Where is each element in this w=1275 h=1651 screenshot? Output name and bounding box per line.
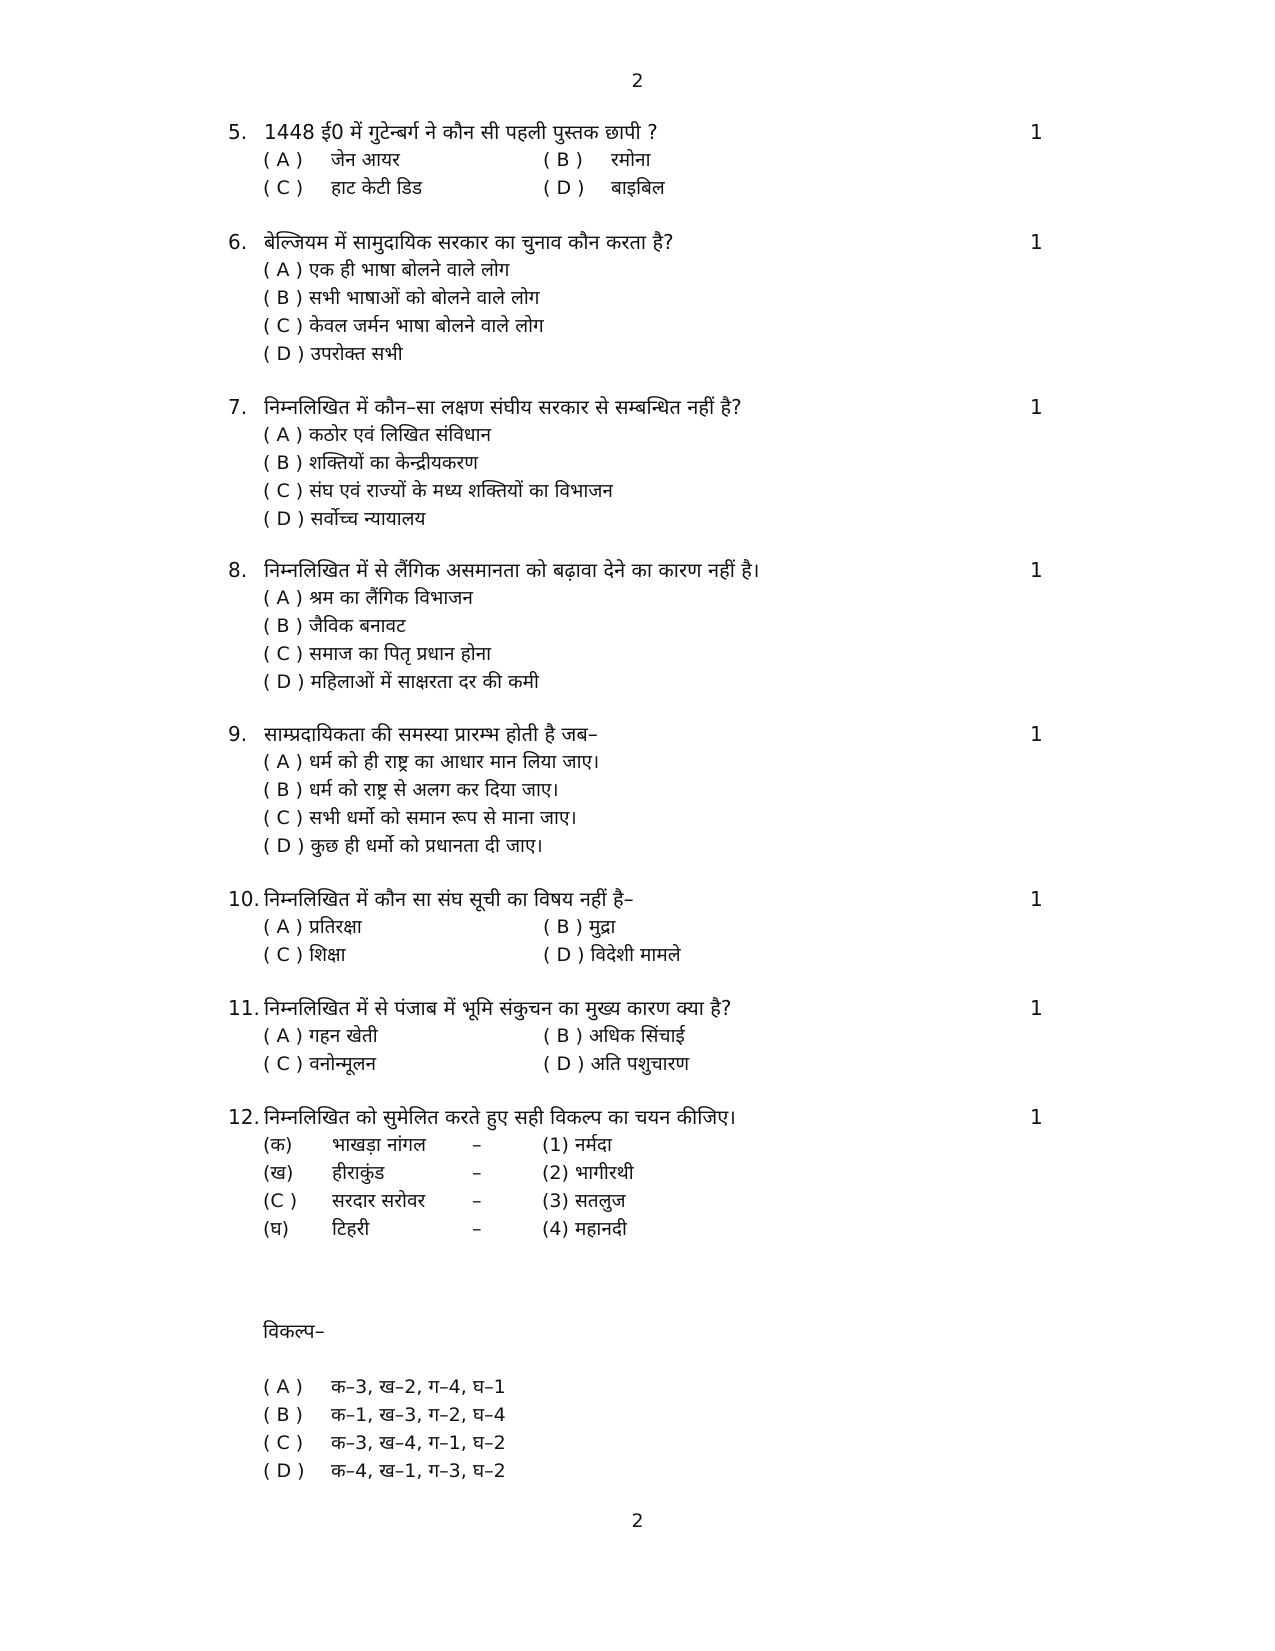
option-a: ( A ) कठोर एवं लिखित संविधान (263, 424, 492, 446)
question-number: 9. (228, 722, 248, 746)
question-11 (228, 994, 1048, 1078)
option-d: ( D ) कुछ ही धर्मो को प्रधानता दी जाए। (263, 835, 543, 857)
match-row: (घ) टिहरी – (4) महानदी (263, 1218, 627, 1240)
option-d: ( D ) अति पशुचारण (543, 1053, 690, 1075)
vikalp-heading: विकल्प– (263, 1319, 325, 1343)
option-a: ( A ) गहन खेती (263, 1025, 378, 1047)
question-marks: 1 (1030, 722, 1043, 746)
option-b: ( B ) धर्म को राष्ट्र से अलग कर दिया जाए। (263, 779, 559, 801)
option-b: ( B ) जैविक बनावट (263, 615, 406, 637)
question-8 (228, 556, 1048, 696)
option-a: ( A ) धर्म को ही राष्ट्र का आधार मान लिया जाए। (263, 751, 600, 773)
option-b: ( B ) सभी भाषाओं को बोलने वाले लोग (263, 287, 540, 309)
question-marks: 1 (1030, 558, 1043, 582)
question-5 (228, 118, 1048, 202)
option-b: ( B ) शक्तियों का केन्द्रीयकरण (263, 452, 478, 474)
option-c: ( C ) समाज का पितृ प्रधान होना (263, 643, 492, 665)
question-number: 7. (228, 395, 248, 419)
question-6 (228, 228, 1048, 368)
option-c: ( C ) सभी धर्मो को समान रूप से माना जाए। (263, 807, 577, 829)
question-text: साम्प्रदायिकता की समस्या प्रारम्भ होती है जब– (264, 722, 598, 746)
match-row: (क) भाखड़ा नांगल – (1) नर्मदा (263, 1134, 612, 1156)
question-number: 12. (228, 1105, 260, 1129)
question-marks: 1 (1030, 887, 1043, 911)
option-d: ( D ) क–4, ख–1, ग–3, घ–2 (263, 1460, 506, 1482)
option-c: ( C ) केवल जर्मन भाषा बोलने वाले लोग (263, 315, 544, 337)
question-number: 11. (228, 996, 260, 1020)
page-number-top: 2 (631, 70, 644, 92)
question-7 (228, 393, 1048, 533)
option-a: ( A ) प्रतिरक्षा (263, 916, 362, 938)
option-c: ( C ) वनोन्मूलन (263, 1053, 377, 1075)
option-a: ( A ) जेन आयर (263, 149, 400, 171)
match-row: (C ) सरदार सरोवर – (3) सतलुज (263, 1190, 626, 1212)
question-marks: 1 (1030, 996, 1043, 1020)
question-12 (228, 1103, 1048, 1243)
option-a: ( A ) एक ही भाषा बोलने वाले लोग (263, 259, 510, 281)
option-a: ( A ) श्रम का लैंगिक विभाजन (263, 587, 473, 609)
option-b: ( B ) रमोना (543, 149, 651, 171)
option-d: ( D ) विदेशी मामले (543, 944, 681, 966)
page-number-bottom: 2 (631, 1510, 644, 1532)
question-marks: 1 (1030, 230, 1043, 254)
vikalp-options (228, 1373, 828, 1485)
question-text: निम्नलिखित को सुमेलित करते हुए सही विकल्प का चयन कीजिए। (264, 1105, 736, 1129)
match-row: (ख) हीराकुंड – (2) भागीरथी (263, 1162, 634, 1184)
option-b: ( B ) मुद्रा (543, 916, 616, 938)
question-text: निम्नलिखित में से पंजाब में भूमि संकुचन का मुख्य कारण क्या है? (264, 996, 732, 1020)
option-c: ( C ) हाट केटी डिड (263, 177, 423, 199)
option-c: ( C ) शिक्षा (263, 944, 346, 966)
option-a: ( A ) क–3, ख–2, ग–4, घ–1 (263, 1376, 506, 1398)
question-text: निम्नलिखित में से लैंगिक असमानता को बढ़ावा देने का कारण नहीं है। (264, 558, 760, 582)
option-b: ( B ) क–1, ख–3, ग–2, घ–4 (263, 1404, 506, 1426)
question-text: निम्नलिखित में कौन–सा लक्षण संघीय सरकार से सम्बन्धित नहीं है? (264, 395, 742, 419)
question-text: निम्नलिखित में कौन सा संघ सूची का विषय नहीं है– (264, 887, 634, 911)
option-d: ( D ) उपरोक्त सभी (263, 343, 403, 365)
question-text: 1448 ई0 में गुटेन्बर्ग ने कौन सी पहली पुस्तक छापी ? (264, 120, 658, 144)
question-marks: 1 (1030, 1105, 1043, 1129)
option-d: ( D ) महिलाओं में साक्षरता दर की कमी (263, 671, 539, 693)
option-d: ( D ) सर्वोच्च न्यायालय (263, 508, 426, 530)
question-number: 10. (228, 887, 260, 911)
question-number: 8. (228, 558, 248, 582)
question-number: 6. (228, 230, 248, 254)
option-b: ( B ) अधिक सिंचाई (543, 1025, 685, 1047)
question-marks: 1 (1030, 395, 1043, 419)
question-text: बेल्जियम में सामुदायिक सरकार का चुनाव कौन करता है? (264, 230, 674, 254)
option-c: ( C ) क–3, ख–4, ग–1, घ–2 (263, 1432, 506, 1454)
option-d: ( D ) बाइबिल (543, 177, 665, 199)
question-10 (228, 885, 1048, 969)
question-9 (228, 720, 1048, 860)
option-c: ( C ) संघ एवं राज्यों के मध्य शक्तियों का विभाजन (263, 480, 613, 502)
question-marks: 1 (1030, 120, 1043, 144)
question-number: 5. (228, 120, 248, 144)
